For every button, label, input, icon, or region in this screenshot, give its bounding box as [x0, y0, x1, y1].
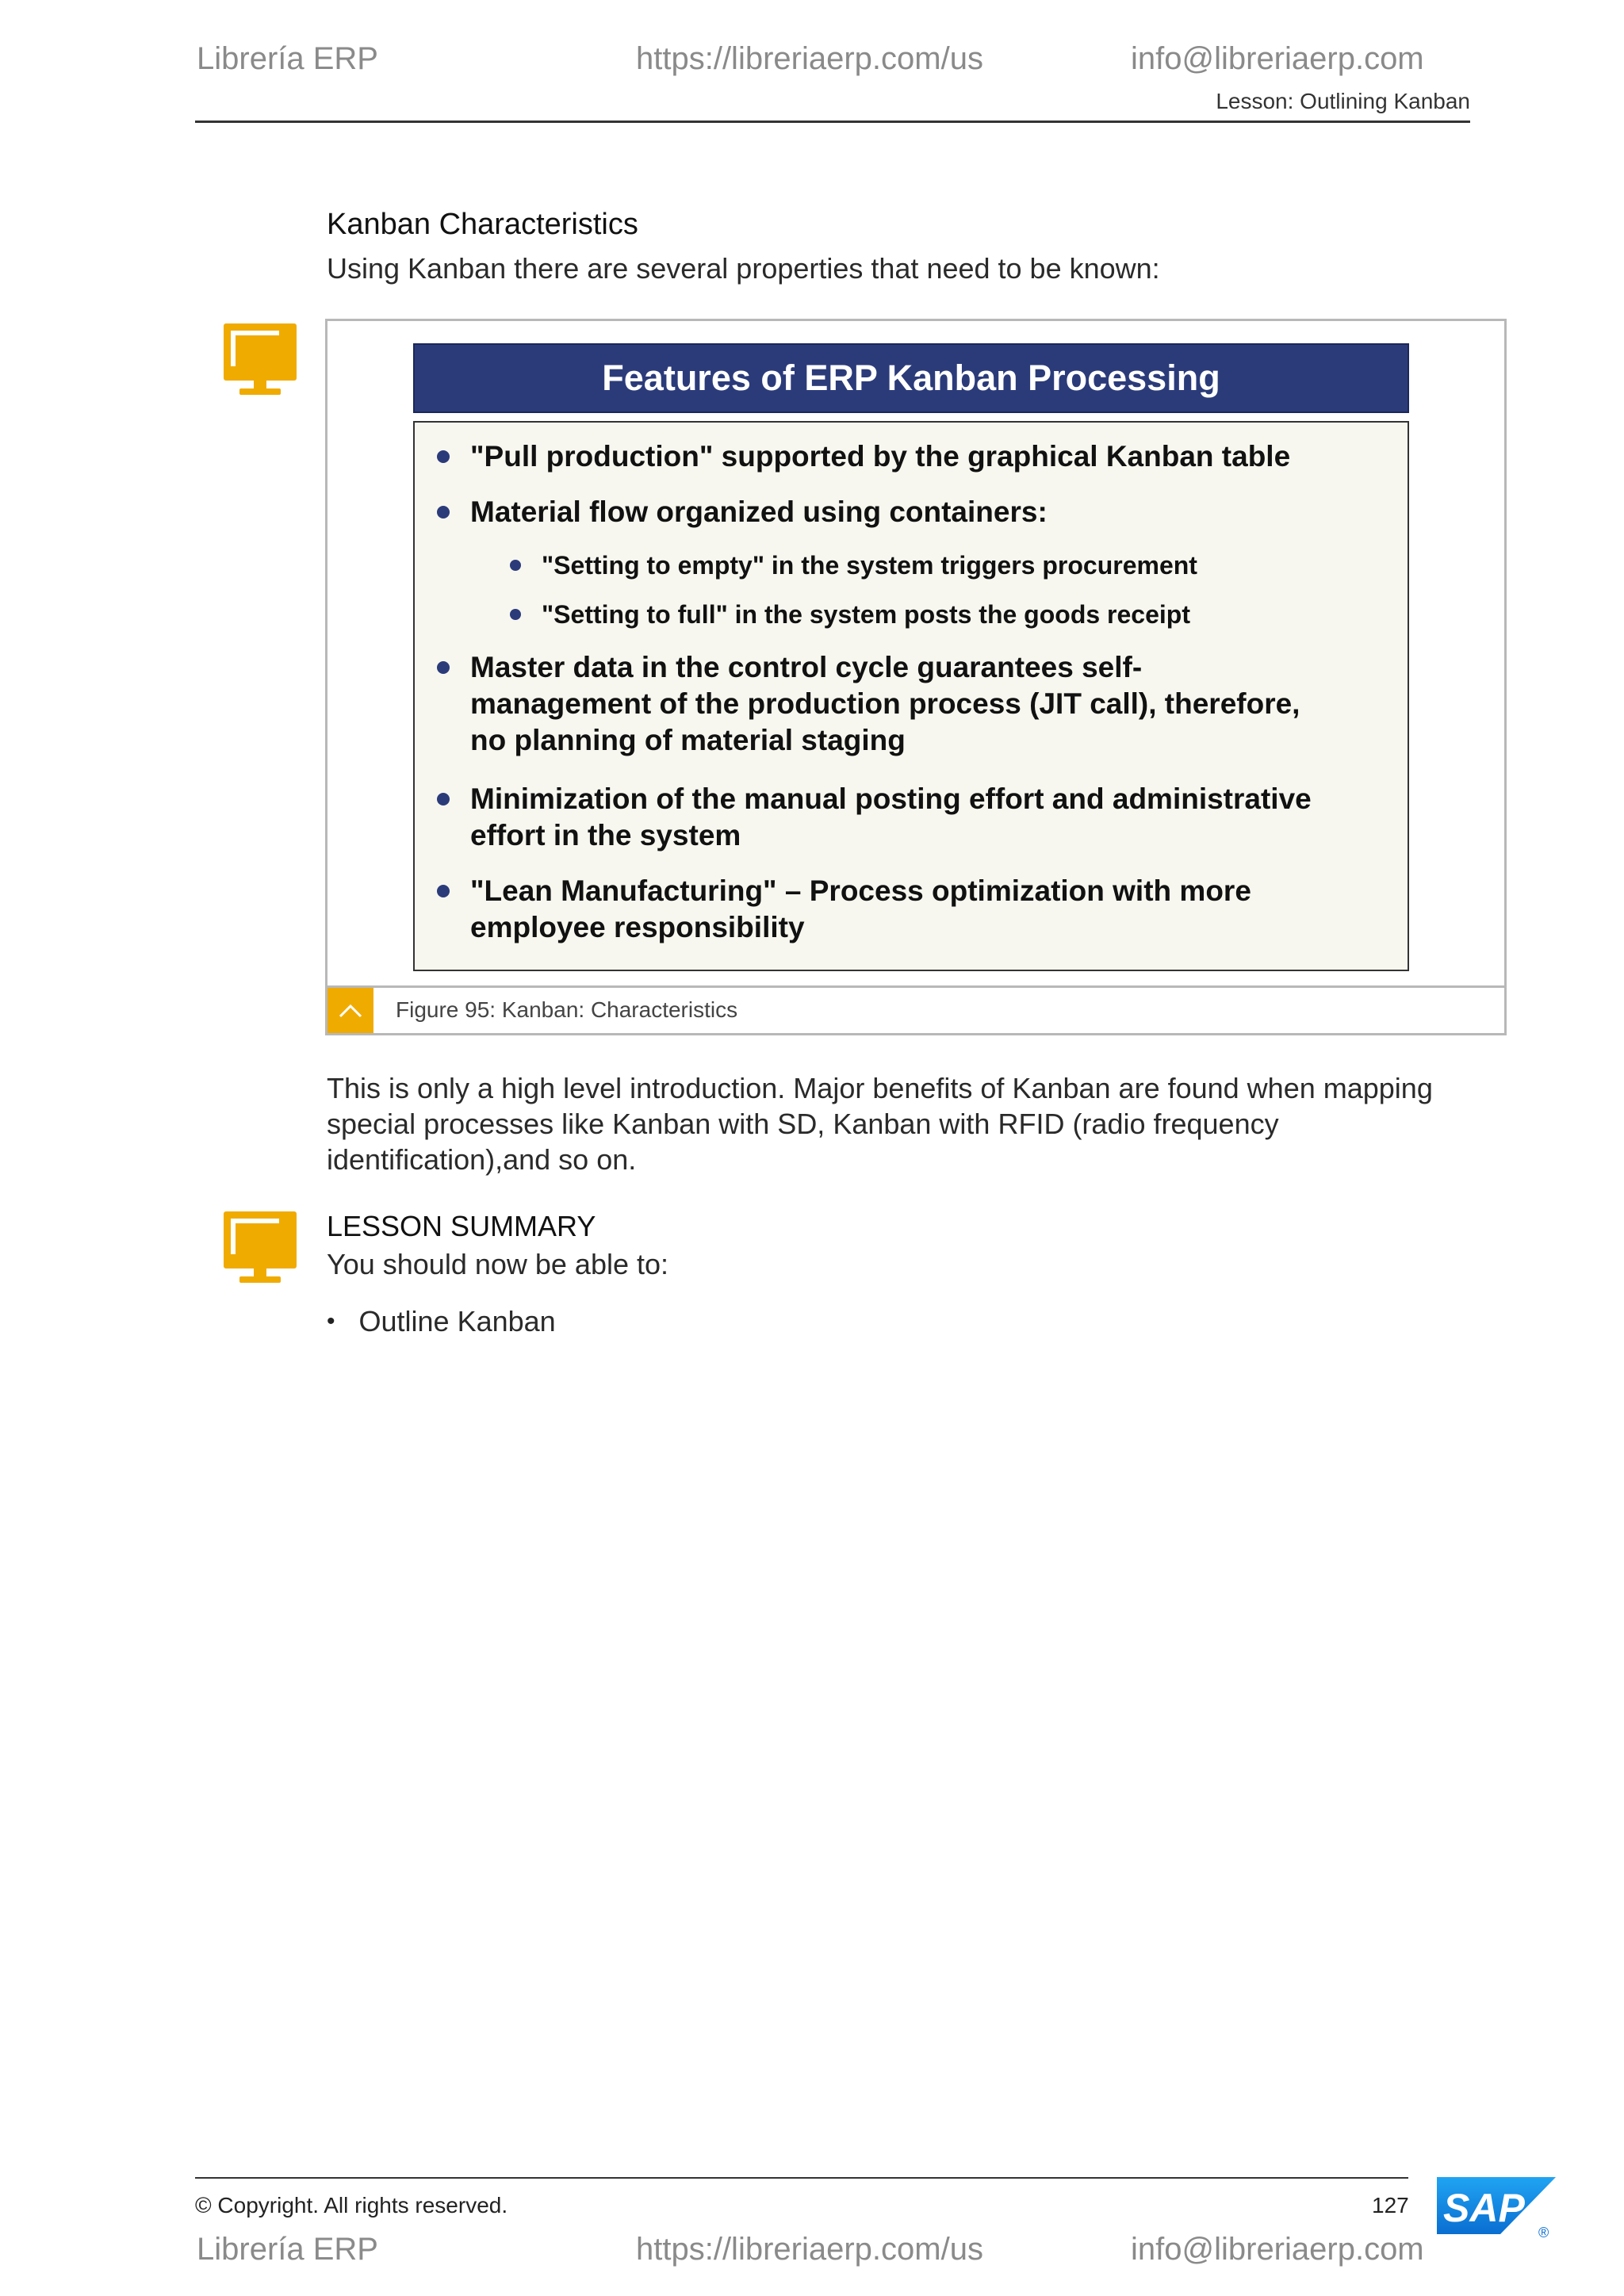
- slide-sub-bullet: "Setting to full" in the system posts the goods receipt: [510, 599, 1366, 630]
- figure-collapse-toggle[interactable]: [327, 988, 373, 1033]
- sap-logo: [1437, 2177, 1561, 2241]
- figure-caption-bar: [327, 985, 1504, 1035]
- sap-logo-text: SAP: [1443, 2186, 1525, 2230]
- bullet-mark: •: [327, 1307, 335, 1334]
- figure-caption: Figure 95: Kanban: Characteristics: [396, 997, 738, 1022]
- slide-bullet: Minimization of the manual posting effort and administrative effort in the system: [437, 781, 1317, 854]
- section-title: Kanban Characteristics: [327, 208, 638, 241]
- bullet-dot: [437, 661, 450, 674]
- slide-sub-bullet: "Setting to empty" in the system triggers procurement: [510, 549, 1366, 581]
- header-lesson-label: Lesson: Outlining Kanban: [1216, 89, 1470, 113]
- body-paragraph: This is only a high level introduction. Major benefits of Kanban are found when mapping special processes like Kanban with SD, Kanban with RFID (radio frequency identification),and so on.: [327, 1072, 1433, 1176]
- chevron-up-icon: [327, 988, 373, 1033]
- bullet-dot: [510, 609, 521, 620]
- watermark-brand-bottom: Librería ERP: [197, 2232, 378, 2267]
- watermark-url-top[interactable]: https://libreriaerp.com/us: [636, 41, 983, 76]
- footer-copyright: © Copyright. All rights reserved.: [195, 2193, 508, 2218]
- bullet-dot: [437, 506, 450, 519]
- watermark-brand-top: Librería ERP: [197, 41, 378, 76]
- header-divider: [195, 121, 1470, 123]
- monitor-icon: [222, 1210, 298, 1286]
- monitor-icon: [222, 322, 298, 398]
- bullet-dot: [437, 450, 450, 463]
- watermark-email-bottom[interactable]: info@libreriaerp.com: [1131, 2232, 1424, 2267]
- slide-bullet: "Lean Manufacturing" – Process optimization with more employee responsibility: [437, 873, 1317, 946]
- svg-text:®: ®: [1538, 2225, 1549, 2241]
- section-intro: Using Kanban there are several properties that need to be known:: [327, 252, 1160, 285]
- summary-subtitle: You should now be able to:: [327, 1248, 669, 1280]
- watermark-url-bottom[interactable]: https://libreriaerp.com/us: [636, 2232, 983, 2267]
- slide-bullet: Material flow organized using containers:: [437, 494, 1373, 530]
- bullet-dot: [437, 885, 450, 897]
- slide-title: Features of ERP Kanban Processing: [413, 343, 1409, 413]
- figure-frame: [325, 319, 1507, 1035]
- slide-content-box: [413, 421, 1409, 971]
- watermark-email-top[interactable]: info@libreriaerp.com: [1131, 41, 1424, 76]
- page-number: 127: [1372, 2193, 1409, 2218]
- footer-divider: [195, 2177, 1408, 2179]
- summary-list-item: • Outline Kanban: [327, 1305, 556, 1337]
- bullet-dot: [510, 560, 521, 571]
- slide-bullet: "Pull production" supported by the graphical Kanban table: [437, 438, 1373, 475]
- summary-title: LESSON SUMMARY: [327, 1210, 596, 1242]
- bullet-dot: [437, 793, 450, 806]
- slide-bullet: Master data in the control cycle guarantees self-management of the production process (JIT call), therefore, no planning of material staging: [437, 649, 1317, 759]
